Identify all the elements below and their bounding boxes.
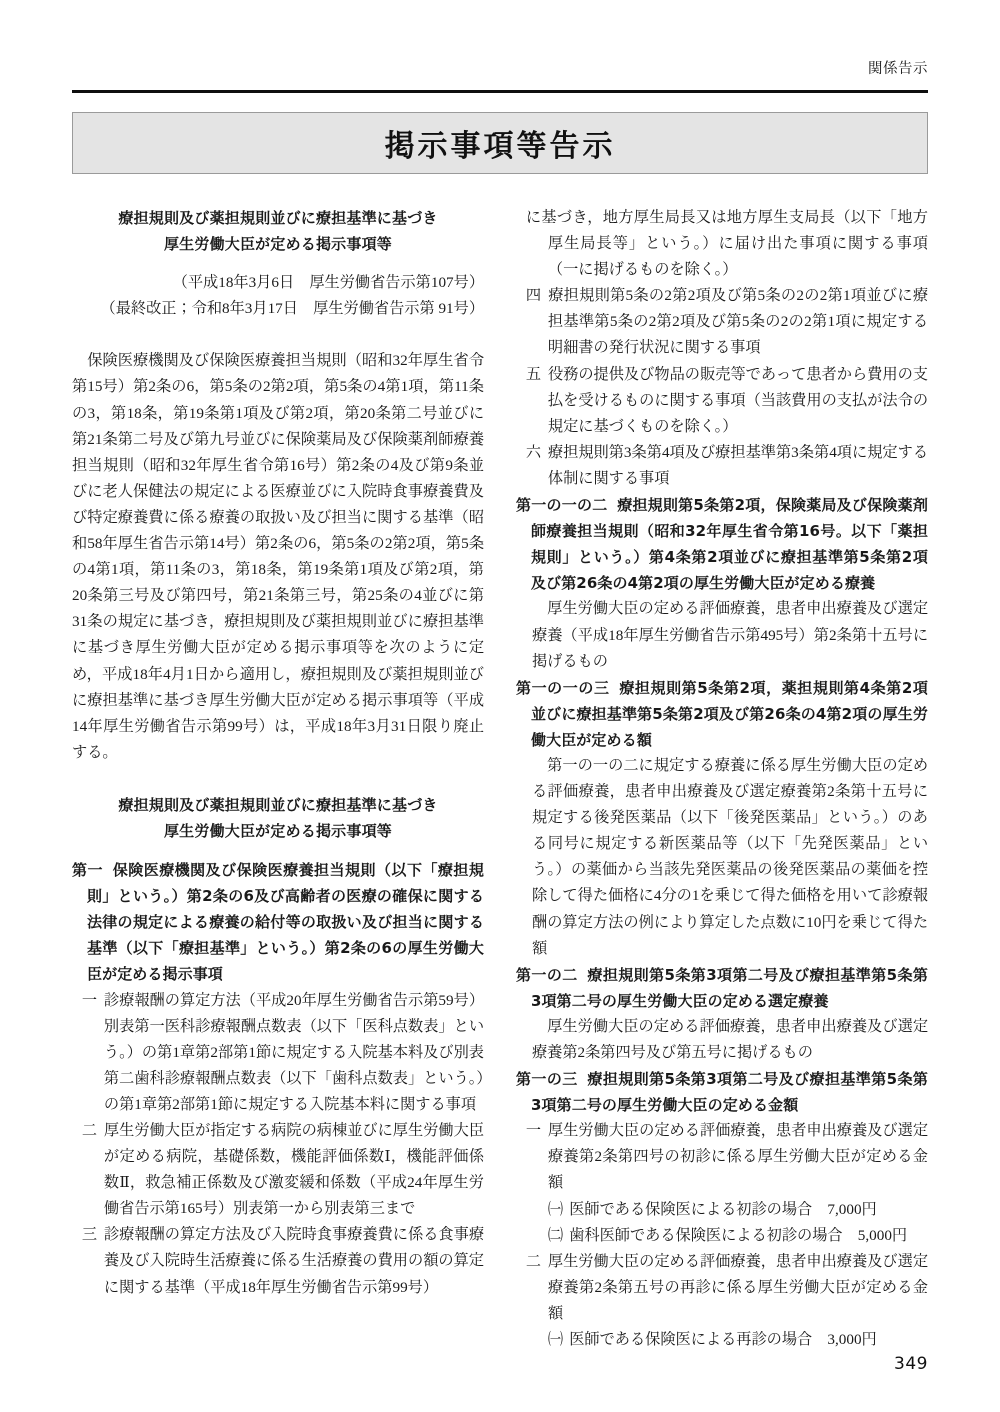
list-item-marker: 六	[525, 443, 542, 461]
list-item-marker: 三	[81, 1226, 98, 1244]
section-heading-text: 療担規則第5条第2項，薬担規則第4条第2項並びに療担基準第5条第2項及び第26条の4第2項の厚生労働大臣が定める額	[531, 678, 928, 749]
list-item	[72, 1222, 484, 1300]
section-marker: 第一の一の二	[516, 496, 608, 515]
spacer	[72, 844, 484, 857]
list-item-text: 診療報酬の算定方法（平成20年厚生労働省告示第59号）別表第一医科診療報酬点数表（以下「医科点数表」という。）の第1章第2部第1節に規定する入院基本料及び別表第二歯科診療報酬点数表（以下「歯科点数表」という。）の第1章第2部第1節に規定する入院基本料に関する事項	[103, 991, 485, 1113]
list-item	[516, 283, 928, 361]
list-item	[516, 362, 928, 440]
section-marker: 第一の二	[516, 965, 578, 984]
preamble-paragraph: 保険医療機関及び保険医療養担当規則（昭和32年厚生省令第15号）第2条の6，第5条の2第2項，第5条の4第1項，第11条の3，第18条，第19条第1項及び第2項，第20条第二号並びに第21条第二号及び第九号並びに保険薬局及び保険薬剤師療養担当規則（昭和32年厚生省令第16号）第2条の4及び第9条並びに老人保健法の規定による医療並びに入院時食事療養費及び特定療養費に係る療養の取扱い及び担当に関する基準（昭和58年厚生省告示第14号）第2条の6，第5条の2第2項，第5条の4第1項，第11条の3，第18条，第19条第1項及び第2項，第20条第三号及び第四号，第21条第三号，第25条の4並びに第31条の規定に基づき，療担規則及び薬担規則並びに療担基準に基づき厚生労働大臣が定める掲示事項等を次のように定め，平成18年4月1日から適用し，療担規則及び薬担規則並びに療担基準に基づき厚生労働大臣が定める掲示事項等（平成14年厚生労働省告示第99号）は，平成18年3月31日限り廃止する。	[72, 352, 484, 761]
list-item	[72, 988, 484, 1118]
section-heading-text: 療担規則第5条第3項第二号及び療担基準第5条第3項第二号の厚生労働大臣の定める選定療養	[531, 965, 928, 1010]
list-item-text: 役務の提供及び物品の販売等であって患者から費用の支払を受けるものに関する事項（当該費用の支払が法令の規定に基づくものを除く。）	[547, 365, 929, 435]
list-item-marker: 二	[525, 1252, 542, 1270]
running-head: 関係告示	[868, 61, 928, 77]
section-marker: 第一の三	[516, 1070, 578, 1089]
section-heading-text: 療担規則第5条第2項，保険薬局及び保険薬剤師療養担当規則（昭和32年厚生省令第16号。以下「薬担規則」という。）第4条第2項並びに療担基準第5条第2項及び第26条の4第2項の厚生労働大臣が定める療養	[531, 496, 928, 593]
page-number: 349	[894, 1354, 928, 1374]
list-item	[516, 1118, 928, 1196]
sub-list-item-marker: ㈡	[547, 1226, 564, 1244]
section-marker: 第一の一の三	[516, 678, 610, 697]
notice-title-line-1: 療担規則及び薬担規則並びに療担基準に基づき	[118, 209, 438, 227]
list-item-text: 厚生労働大臣の定める評価療養，患者申出療養及び選定療養第2条第四号の初診に係る厚生労働大臣が定める金額	[547, 1122, 929, 1192]
list-item-marker: 一	[81, 991, 98, 1009]
sub-list-item-text: 医師である保険医による再診の場合 3,000円	[569, 1331, 877, 1349]
notice-title-line-2: 厚生労働大臣が定める掲示事項等	[163, 235, 392, 254]
spacer	[72, 257, 484, 270]
spacer	[72, 766, 484, 792]
section-body: 厚生労働大臣の定める評価療養，患者申出療養及び選定療養（平成18年厚生労働省告示第495号）第2条第十五号に掲げるもの	[531, 600, 928, 670]
continued-list-item-text: に基づき，地方厚生局長又は地方厚生支局長（以下「地方厚生局長等」という。）に届け出た事項に関する事項（一に掲げるものを除く。）	[525, 209, 928, 279]
list-item-marker: 五	[525, 365, 542, 383]
list-item-text: 療担規則第5条の2第2項及び第5条の2の2第1項並びに療担基準第5条の2第2項及び第5条の2の2第1項に規定する明細書の発行状況に関する事項	[547, 287, 929, 357]
section-body: 第一の一の二に規定する療養に係る厚生労働大臣の定める評価療養，患者申出療養及び選定療養第2条第十五号に規定する後発医薬品（以下「後発医薬品」という。）のある同号に規定する新医薬品等（以下「先発医薬品」という。）の薬価から当該先発医薬品の後発医薬品の薬価を控除して得た価格に4分の1を乗じて得た価格を用いて診療報酬の算定方法の例により算定した点数に10円を乗じて得た額	[531, 756, 928, 957]
list-item	[72, 1118, 484, 1222]
sub-list-item	[516, 1223, 928, 1249]
header-rule	[72, 90, 928, 93]
section-heading	[516, 492, 928, 596]
list-item	[516, 440, 928, 492]
spacer	[72, 322, 484, 348]
left-column	[72, 205, 484, 1325]
list-item-text: 診療報酬の算定方法及び入院時食事療養費に係る食事療養及び入院時生活療養に係る生活療養の費用の額の算定に関する基準（平成18年厚生労働省告示第99号）	[103, 1226, 485, 1296]
sub-list-item-text: 医師である保険医による初診の場合 7,000円	[569, 1200, 877, 1218]
section-heading	[516, 675, 928, 753]
section-heading-text: 療担規則第5条第3項第二号及び療担基準第5条第3項第二号の厚生労働大臣の定める金額	[531, 1070, 928, 1115]
two-column-body	[72, 205, 929, 1349]
section-heading	[516, 962, 928, 1014]
list-item-marker: 一	[525, 1122, 542, 1140]
title-banner	[72, 112, 928, 174]
notice-subtitle-line-2: 厚生労働大臣が定める掲示事項等	[163, 821, 392, 840]
notice-reference-line-2: （最終改正；令和8年3月17日 厚生労働省告示第 91号）	[100, 300, 484, 318]
section-heading-dai-ichi	[72, 857, 484, 987]
sub-list-item	[516, 1197, 928, 1223]
section-marker: 第一	[72, 861, 103, 880]
sub-list-item-marker: ㈠	[547, 1331, 564, 1349]
section-body: 厚生労働大臣の定める評価療養，患者申出療養及び選定療養第2条第四号及び第五号に掲げるもの	[531, 1017, 928, 1061]
banner-title: 掲示事項等告示	[384, 129, 616, 164]
sub-list-item-text: 歯科医師である保険医による初診の場合 5,000円	[569, 1226, 908, 1244]
sub-list-item	[516, 1327, 928, 1353]
list-item-text: 厚生労働大臣が指定する病院の病棟並びに厚生労働大臣が定める病院，基礎係数，機能評価係数Ⅰ，機能評価係数Ⅱ，救急補正係数及び激変緩和係数（平成24年厚生労働省告示第165号）別表第一から別表第三まで	[103, 1122, 485, 1218]
list-item-marker: 四	[525, 287, 542, 305]
notice-reference-line-1: （平成18年3月6日 厚生労働省告示第107号）	[172, 274, 484, 292]
section-heading-text: 保険医療機関及び保険医療養担当規則（以下「療担規則」という。）第2条の6及び高齢者の医療の確保に関する法律の規定による療養の給付等の取扱い及び担当に関する基準（以下「療担基準」という。）第2条の6の厚生労働大臣が定める掲示事項	[87, 861, 485, 984]
notice-subtitle-line-1: 療担規則及び薬担規則並びに療担基準に基づき	[118, 795, 438, 814]
list-item-text: 療担規則第3条第4項及び療担基準第3条第4項に規定する体制に関する事項	[547, 443, 928, 487]
list-item	[516, 1249, 928, 1327]
list-item-marker: 二	[81, 1122, 98, 1139]
continued-list-item	[516, 205, 928, 283]
section-heading	[516, 1066, 928, 1118]
right-column	[516, 205, 929, 1349]
list-item-text: 厚生労働大臣の定める評価療養，患者申出療養及び選定療養第2条第五号の再診に係る厚生労働大臣が定める金額	[547, 1252, 929, 1322]
sub-list-item-marker: ㈠	[547, 1200, 564, 1218]
